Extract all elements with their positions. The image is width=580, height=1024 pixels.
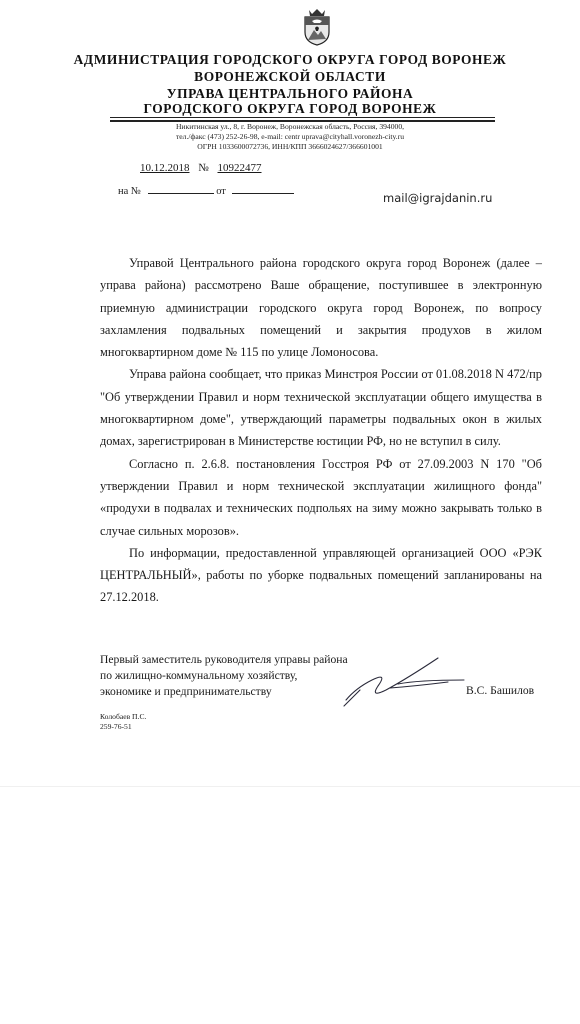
registration-date: 10.12.2018 bbox=[140, 162, 190, 174]
scan-edge bbox=[0, 786, 580, 787]
registry-ids-line: ОГРН 1033600072736, ИНН/КПП 3666024627/366601001 bbox=[197, 142, 383, 151]
org-region-line: ВОРОНЕЖСКОЙ ОБЛАСТИ bbox=[194, 69, 386, 84]
signatory-name: В.С. Башилов bbox=[466, 684, 535, 697]
body-paragraph: Управа района сообщает, что приказ Минстроя России от 01.08.2018 N 472/пр "Об утверждении Правил и норм технической эксплуатации общего имущества в многоквартирном доме", утверждающий параметры подвальных окон в жилых домах, зарегистрирован в Министерстве юстиции РФ, но не вступил в силу. bbox=[100, 367, 542, 449]
signatory-position bbox=[100, 652, 348, 700]
signatory-position-line: Первый заместитель руководителя управы района bbox=[100, 653, 348, 666]
contacts-line: тел./факс (473) 252-26-98, e-mail: centr uprava@cityhall.voronezh-city.ru bbox=[175, 132, 405, 141]
body-paragraph: Управой Центрального района городского округа город Воронеж (далее – управа района) рассмотрено Ваше обращение, поступившее в электронную приемную администрации городского округа город Воронеж, по вопросу захламления подвальных помещений и закрытия продухов в жилом многоквартирном доме № 115 по улице Ломоносова. bbox=[100, 256, 542, 360]
signatory-position-line: экономике и предпринимательству bbox=[100, 685, 272, 698]
ref-number-blank bbox=[148, 183, 214, 194]
recipient-address: mail@igrajdanin.ru bbox=[383, 191, 493, 205]
body-paragraph: По информации, предоставленной управляющей организацией ООО «РЭК ЦЕНТРАЛЬНЫЙ», работы по уборке подвальных помещений запланированы на 27.12.2018. bbox=[100, 545, 542, 605]
executor-info bbox=[100, 712, 146, 732]
ref-date-blank bbox=[232, 183, 294, 194]
registration-line bbox=[140, 162, 262, 174]
number-sign: № bbox=[198, 162, 209, 174]
handwritten-signature bbox=[338, 650, 468, 708]
reference-line bbox=[118, 183, 294, 197]
ref-number-label: на № bbox=[118, 186, 141, 197]
org-department-line: УПРАВА ЦЕНТРАЛЬНОГО РАЙОНА bbox=[166, 86, 414, 101]
org-district-line: ГОРОДСКОГО ОКРУГА ГОРОД ВОРОНЕЖ bbox=[143, 101, 437, 116]
executor-phone: 259-76-51 bbox=[100, 722, 132, 731]
registration-number: 10922477 bbox=[217, 162, 262, 174]
address-line: Никитинская ул., 8, г. Воронеж, Воронежская область, Россия, 394000, bbox=[175, 122, 405, 131]
ref-from-label: от bbox=[216, 186, 226, 197]
voronezh-coat-of-arms-icon bbox=[302, 6, 332, 46]
body-paragraph: Согласно п. 2.6.8. постановления Госстроя РФ от 27.09.2003 N 170 "Об утверждении Правил и норм технической эксплуатации жилищного фонда" «продухи в подвалах и технических подпольях на зиму можно закрывать только в случае сильных морозов». bbox=[100, 456, 542, 538]
executor-name: Колобаев П.С. bbox=[100, 712, 147, 721]
header-divider bbox=[110, 117, 495, 118]
signatory-position-line: по жилищно-коммунальному хозяйству, bbox=[100, 669, 298, 682]
org-name-line: АДМИНИСТРАЦИЯ ГОРОДСКОГО ОКРУГА ГОРОД ВОРОНЕЖ bbox=[73, 52, 507, 67]
letter-body bbox=[100, 252, 542, 609]
